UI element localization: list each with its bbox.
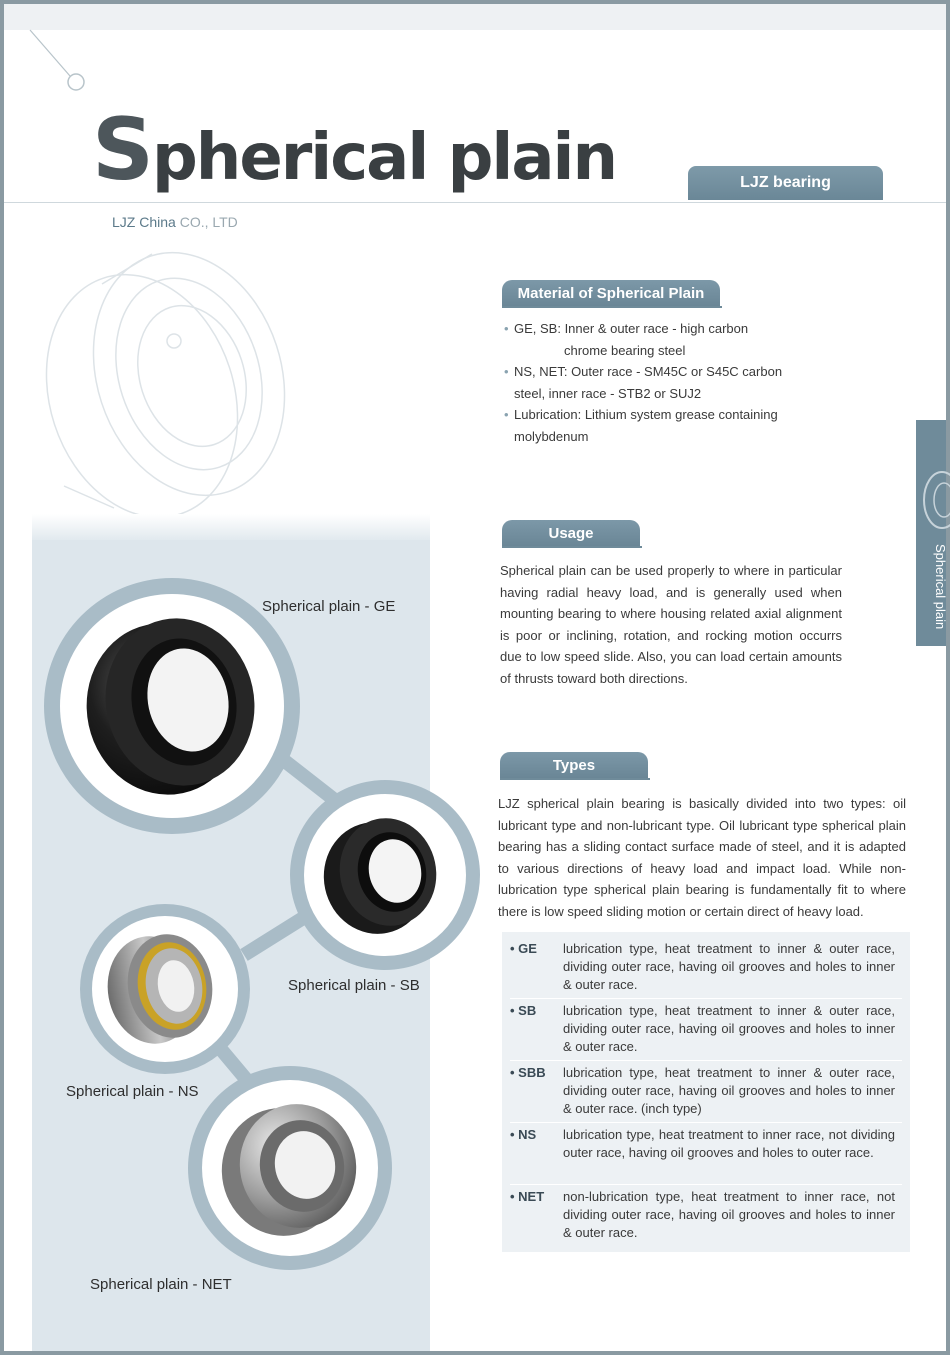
corner-hook-icon — [4, 4, 124, 114]
type-code: • NET — [510, 1189, 545, 1204]
type-code: • GE — [510, 941, 537, 956]
type-code: • SB — [510, 1003, 537, 1018]
ge-photo — [60, 594, 284, 818]
caption-ge: Spherical plain - GE — [262, 598, 396, 615]
material-heading-underline — [502, 306, 722, 308]
company-name: LJZ China CO., LTD — [112, 214, 238, 230]
usage-heading-underline — [502, 546, 642, 548]
material-heading: Material of Spherical Plain — [502, 280, 720, 306]
material-item-cont: steel, inner race - STB2 or SUJ2 — [514, 385, 702, 401]
row-divider — [510, 998, 902, 999]
type-desc: lubrication type, heat treatment to inner & outer race, dividing outer race, having oil grooves and holes to inner & outer race. — [563, 1003, 895, 1054]
usage-heading: Usage — [502, 520, 640, 546]
material-item-cont: molybdenum — [514, 428, 589, 444]
caption-sb: Spherical plain - SB — [288, 977, 420, 994]
usage-text: Spherical plain can be used properly to where in particular having radial heavy load, and is generally used when mounting bearing to where housing related axial alignment is poor or inclining, rotation, and rocking motion occurrs due to low speed slide. Also, you can load certain amounts of thrusts toward both directions. — [500, 563, 842, 686]
material-list — [504, 318, 804, 447]
type-desc: lubrication type, heat treatment to inner race, not dividing outer race, having oil grooves and holes to outer race. — [563, 1127, 895, 1160]
page-title: Spherical plain — [92, 100, 617, 200]
row-divider — [510, 1122, 902, 1123]
brand-tab: LJZ bearing — [688, 166, 883, 200]
type-desc: lubrication type, heat treatment to inner & outer race, dividing outer race, having oil grooves and holes to inner & outer race. (inch type) — [563, 1065, 895, 1116]
types-heading-underline — [500, 778, 650, 780]
header-divider — [4, 202, 946, 203]
material-item: • Lubrication: Lithium system grease containing — [504, 404, 804, 426]
bearing-outline-illustration — [24, 236, 304, 536]
types-intro: LJZ spherical plain bearing is basically divided into two types: oil lubricant type and non-lubricant type. Oil lubricant type spherical plain bearing has a sliding contact surface made of steel, and it is adapted to various directions of heavy load and impact load. While non-lubrication type spherical plain bearing is fundamentally fit to where there is low speed sliding motion or certain direct of heavy load. — [498, 796, 906, 919]
caption-ns: Spherical plain - NS — [66, 1083, 199, 1100]
type-desc: non-lubrication type, heat treatment to inner race, not dividing outer race, having oil grooves and holes to inner & outer race. — [563, 1189, 895, 1240]
side-tab-label: Spherical plain — [933, 544, 948, 630]
types-heading: Types — [500, 752, 648, 778]
top-band — [4, 4, 946, 30]
caption-net: Spherical plain - NET — [90, 1276, 232, 1293]
net-photo — [202, 1080, 378, 1256]
type-code: • SBB — [510, 1065, 546, 1080]
row-divider — [510, 1060, 902, 1061]
sb-photo — [304, 794, 466, 956]
material-item-cont: chrome bearing steel — [564, 342, 686, 358]
type-code: • NS — [510, 1127, 537, 1142]
material-item: • NS, NET: Outer race - SM45C or S45C carbon — [504, 361, 804, 383]
net-bearing-icon — [202, 1080, 378, 1256]
ge-bearing-icon — [60, 594, 284, 818]
material-item: • GE, SB: Inner & outer race - high carbon — [504, 318, 804, 340]
sb-bearing-icon — [304, 794, 466, 956]
catalog-page — [4, 4, 946, 1351]
ns-bearing-icon — [92, 916, 238, 1062]
row-divider — [510, 1184, 902, 1185]
type-desc: lubrication type, heat treatment to inner & outer race, dividing outer race, having oil grooves and holes to inner & outer race. — [563, 941, 895, 992]
ns-photo — [92, 916, 238, 1062]
